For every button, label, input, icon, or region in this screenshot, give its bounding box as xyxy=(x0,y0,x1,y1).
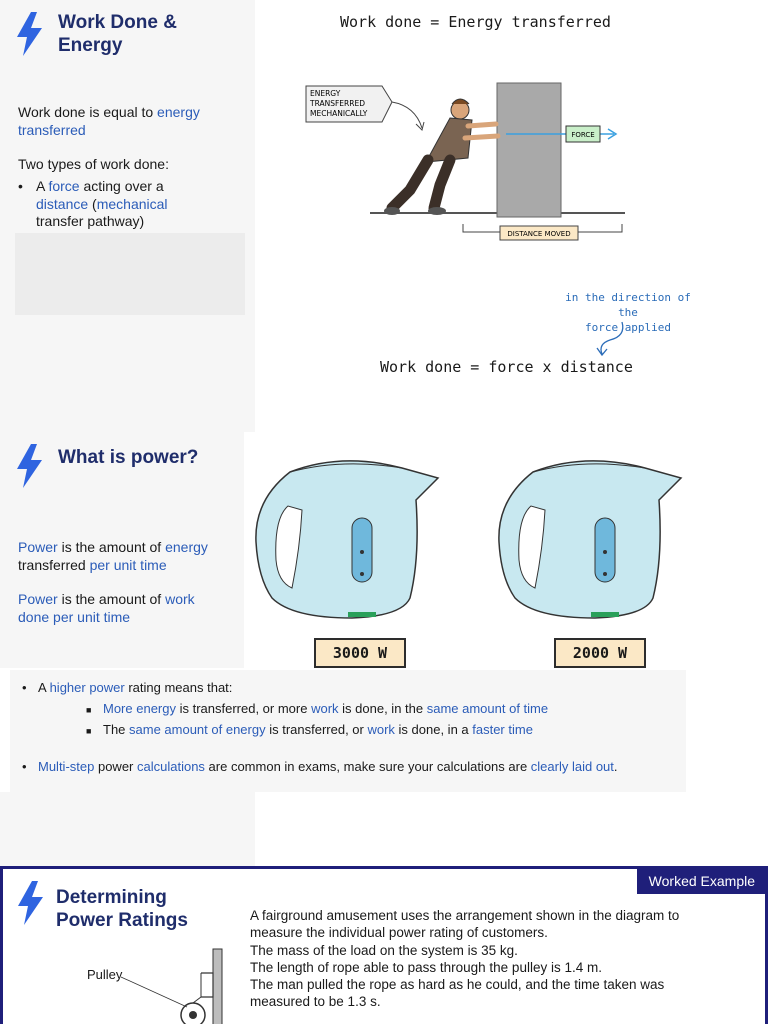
power-bullets xyxy=(10,670,686,792)
distance-label: DISTANCE MOVED xyxy=(507,230,571,238)
problem-line: The man pulled the rope as hard as he could, and the time taken was xyxy=(250,977,665,993)
kettle-2000w-image xyxy=(495,448,685,624)
problem-line: A fairground amusement uses the arrangement shown in the diagram to xyxy=(250,908,680,923)
equation-energy: Work done = Energy transferred xyxy=(340,13,611,31)
lightning-bolt-icon xyxy=(14,444,44,488)
slide-title xyxy=(58,11,177,57)
title-line-1: Work Done & xyxy=(58,12,177,33)
pulley-diagram xyxy=(121,947,241,1024)
bullet-multi-step: • Multi-step power calculations are common in exams, make sure your calculations are clearly laid out. xyxy=(22,759,618,774)
empty-content-box xyxy=(15,233,245,315)
slide-work-done-energy xyxy=(0,0,768,432)
title-line-2: Energy xyxy=(58,35,123,56)
force-label: FORCE xyxy=(571,131,595,139)
power-definition-1: Power is the amount of energy transferred per unit time xyxy=(18,539,208,573)
lightning-bolt-icon xyxy=(14,12,44,56)
energy-label-2: TRANSFERRED xyxy=(310,99,365,108)
slide-determining-power-ratings xyxy=(0,866,768,1024)
title-line-1: Determining xyxy=(56,887,167,908)
worked-example-tag: Worked Example xyxy=(637,869,765,894)
slide-what-is-power xyxy=(0,432,768,866)
slide-title: What is power? xyxy=(58,447,199,468)
sub-bullet-more-energy: ■ More energy is transferred, or more work is done, in the same amount of time xyxy=(86,701,549,716)
problem-line: The length of rope able to pass through the pulley is 1.4 m. xyxy=(250,959,602,975)
kettle-3000w-label: 3000 W xyxy=(314,638,406,668)
push-wall-diagram xyxy=(300,80,640,250)
types-heading: Two types of work done: xyxy=(18,156,169,172)
problem-line: measured to be 1.3 s. xyxy=(250,994,381,1010)
equation-work-done: Work done = force x distance xyxy=(380,358,633,376)
title-line-2: Power Ratings xyxy=(56,910,188,931)
curved-arrow xyxy=(592,318,632,358)
problem-text xyxy=(250,907,679,1011)
definition-text: Work done is equal to energy transferred xyxy=(18,104,200,138)
kettle-3000w-image xyxy=(252,448,442,624)
pulley-label: Pulley xyxy=(87,967,123,982)
energy-label-1: ENERGY xyxy=(310,89,341,98)
kettle-2000w-label: 2000 W xyxy=(554,638,646,668)
problem-line: The mass of the load on the system is 35 kg. xyxy=(250,942,518,958)
sub-bullet-same-energy: ■ The same amount of energy is transferred, or work is done, in a faster time xyxy=(86,722,533,737)
lightning-bolt-icon xyxy=(15,881,45,925)
left-panel-lower xyxy=(0,792,255,866)
energy-label-3: MECHANICALLY xyxy=(310,109,368,118)
bullet-higher-power: • A higher power rating means that: xyxy=(22,680,233,695)
power-definition-2: Power is the amount of work done per unit time xyxy=(18,591,195,625)
direction-note: in the direction of the force applied xyxy=(565,291,691,334)
slide-title xyxy=(56,886,188,932)
problem-line: measure the individual power rating of customers. xyxy=(250,925,548,941)
bullet-force-distance: • A force acting over a distance (mechanical transfer pathway) xyxy=(18,178,168,229)
